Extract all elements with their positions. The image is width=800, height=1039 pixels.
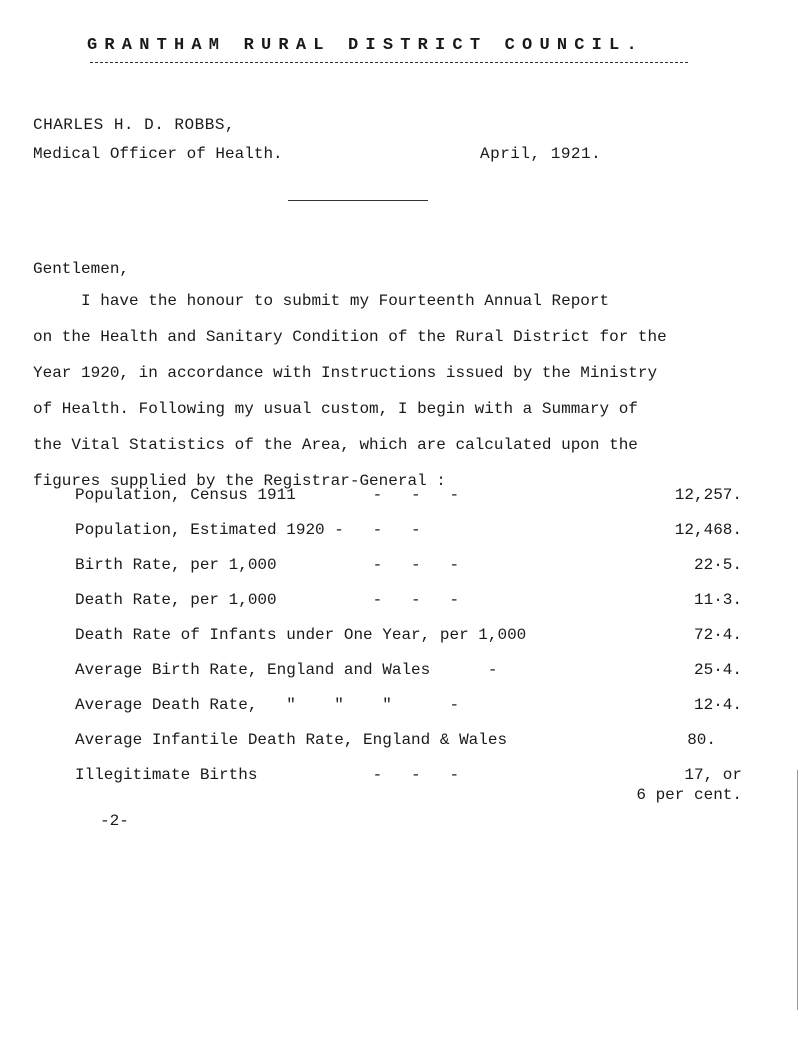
stat-label: Illegitimate Births - - - <box>75 766 460 784</box>
body-line: the Vital Statistics of the Area, which are calculated upon the <box>33 436 638 454</box>
stat-label: Population, Estimated 1920 - - - <box>75 521 421 539</box>
body-line: I have the honour to submit my Fourteenth Annual Report <box>33 292 610 310</box>
scan-edge-line <box>797 770 798 1010</box>
stat-value: 12·4. <box>693 696 742 714</box>
council-title: GRANTHAM RURAL DISTRICT COUNCIL. <box>87 36 644 55</box>
stat-value: 11·3. <box>693 591 742 609</box>
body-line: of Health. Following my usual custom, I begin with a Summary of <box>33 400 638 418</box>
stat-value: 22·5. <box>693 556 742 574</box>
stat-label: Average Birth Rate, England and Wales - <box>75 661 498 679</box>
salutation: Gentlemen, <box>33 260 130 278</box>
stat-note: 6 per cent. <box>636 786 742 804</box>
body-line: Year 1920, in accordance with Instructions issued by the Ministry <box>33 364 658 382</box>
stat-value: 25·4. <box>693 661 742 679</box>
body-line: on the Health and Sanitary Condition of the Rural District for the <box>33 328 667 346</box>
page-number: -2- <box>100 812 129 830</box>
stat-value: 12,468. <box>674 521 742 539</box>
section-divider <box>288 200 428 201</box>
officer-title: Medical Officer of Health. <box>33 145 283 163</box>
title-underline <box>90 62 688 63</box>
report-introduction <box>33 283 773 499</box>
stat-value: 17, or <box>684 766 742 784</box>
stat-value: 12,257. <box>674 486 742 504</box>
stat-label: Population, Census 1911 - - - <box>75 486 460 504</box>
stat-label: Birth Rate, per 1,000 - - - <box>75 556 460 574</box>
stat-label: Death Rate, per 1,000 - - - <box>75 591 460 609</box>
stat-value: 72·4. <box>693 626 742 644</box>
report-date: April, 1921. <box>480 145 602 163</box>
officer-name: CHARLES H. D. ROBBS, <box>33 116 236 134</box>
body-line: figures supplied by the Registrar-General : <box>33 472 446 490</box>
stat-label: Average Infantile Death Rate, England & Wales <box>75 731 508 749</box>
stat-label: Average Death Rate, " " " - <box>75 696 460 714</box>
stat-value: 80. <box>687 731 716 749</box>
stat-label: Death Rate of Infants under One Year, per 1,000 <box>75 626 527 644</box>
